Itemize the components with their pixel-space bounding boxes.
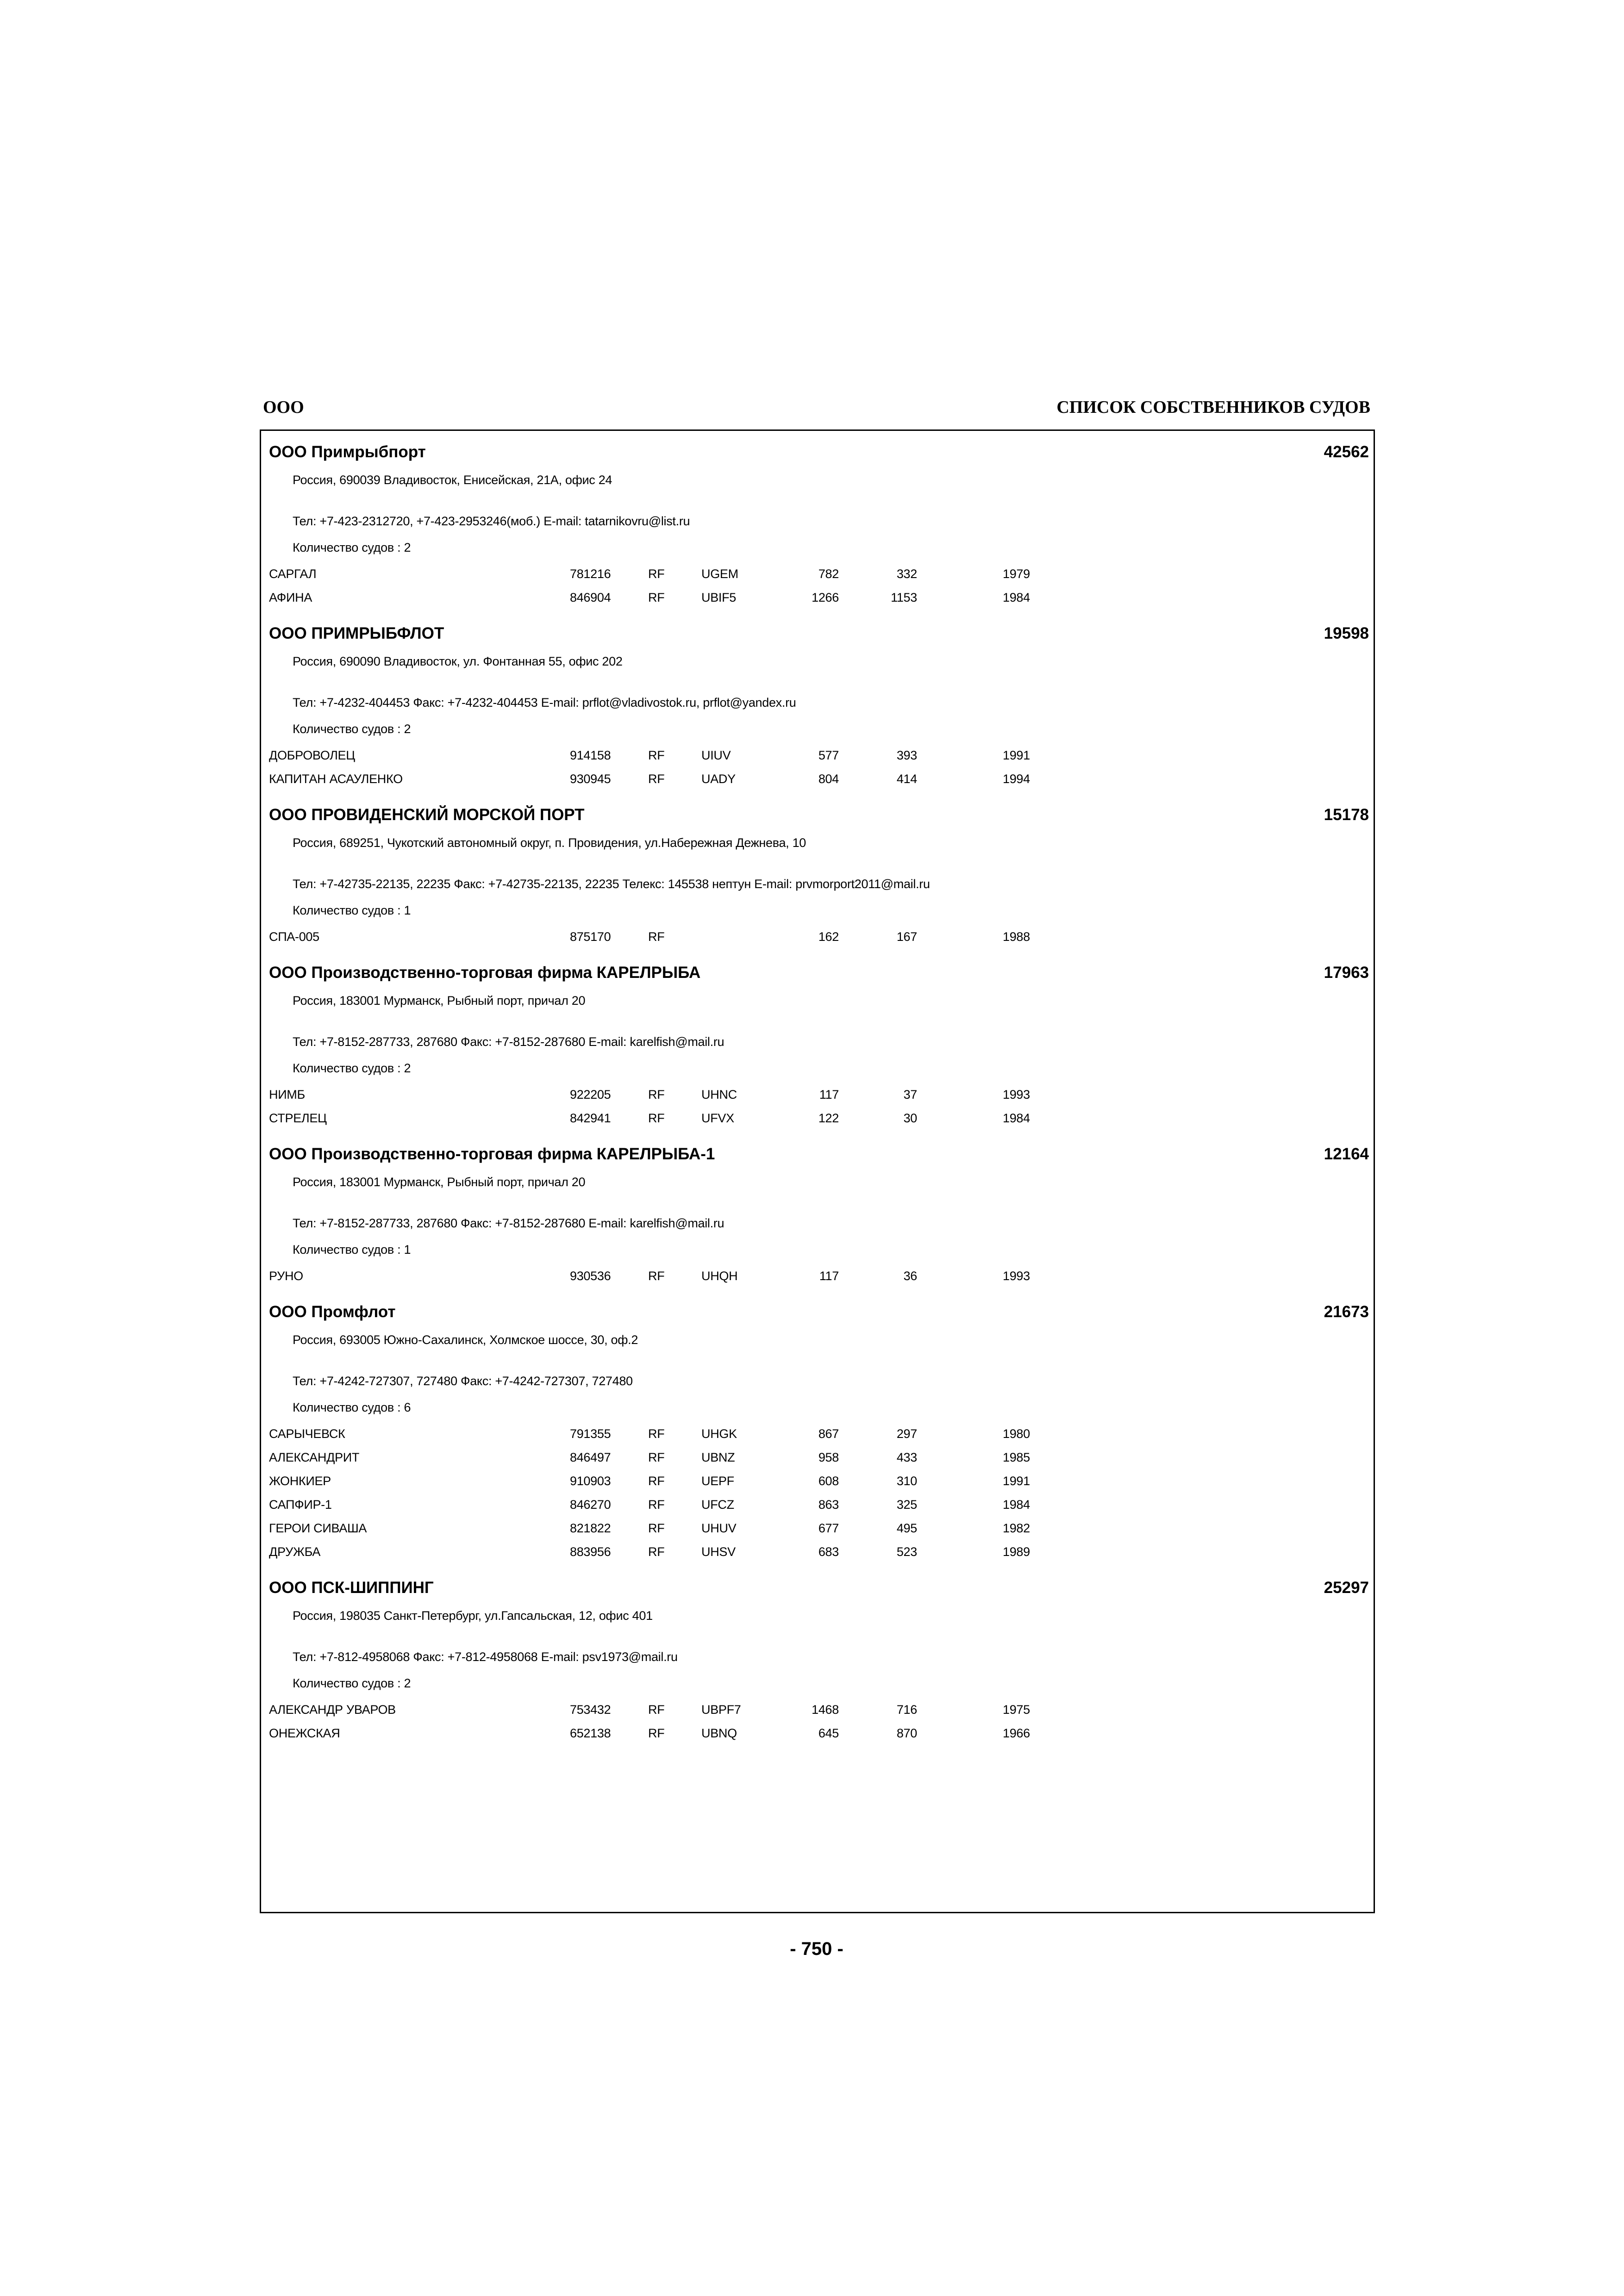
owner-entry [269, 961, 1369, 1130]
owner-entry [269, 1576, 1369, 1745]
vessel-name: ДРУЖБА [269, 1545, 321, 1559]
vessel-name: АЛЕКСАНДРИТ [269, 1450, 360, 1464]
vessel-flag: RF [648, 1498, 665, 1512]
vessel-value-2: 297 [896, 1427, 917, 1441]
vessel-value-1: 958 [818, 1450, 839, 1464]
vessel-row [269, 1083, 1369, 1107]
vessel-number: 846270 [570, 1498, 611, 1512]
owner-contacts: Тел: +7-4232-404453 Факс: +7-4232-404453 E-mail: prflot@vladivostok.ru, prflot@yandex.ru [293, 696, 796, 709]
vessel-name: НИМБ [269, 1088, 305, 1101]
vessel-callsign: UBNZ [701, 1450, 735, 1464]
vessel-number: 875170 [570, 930, 611, 944]
vessel-value-2: 414 [896, 772, 917, 786]
owner-name: ООО ПРОВИДЕНСКИЙ МОРСКОЙ ПОРТ [269, 806, 585, 824]
vessel-callsign: UIUV [701, 748, 731, 762]
vessel-flag: RF [648, 1111, 665, 1125]
vessel-value-1: 683 [818, 1545, 839, 1559]
vessel-value-2: 30 [903, 1111, 917, 1125]
vessel-value-1: 863 [818, 1498, 839, 1512]
vessel-flag: RF [648, 1450, 665, 1464]
vessel-flag: RF [648, 1269, 665, 1283]
vessel-name: КАПИТАН АСАУЛЕНКО [269, 772, 403, 786]
vessel-value-2: 393 [896, 748, 917, 762]
vessel-year: 1979 [1003, 567, 1030, 581]
vessel-name: ОНЕЖСКАЯ [269, 1726, 340, 1740]
vessel-list [269, 1083, 1369, 1130]
vessel-row [269, 1698, 1369, 1722]
vessel-flag: RF [648, 772, 665, 786]
vessel-callsign: UEPF [701, 1474, 734, 1488]
owner-name: ООО Примрыбпорт [269, 443, 426, 461]
vessel-value-2: 716 [896, 1703, 917, 1717]
vessel-value-2: 310 [896, 1474, 917, 1488]
vessel-list [269, 1698, 1369, 1745]
vessel-row [269, 744, 1369, 767]
vessel-year: 1993 [1003, 1088, 1030, 1101]
vessel-row [269, 1422, 1369, 1446]
vessel-number: 910903 [570, 1474, 611, 1488]
vessel-value-1: 677 [818, 1521, 839, 1535]
vessel-callsign: UGEM [701, 567, 738, 581]
vessel-list [269, 744, 1369, 791]
vessel-number: 914158 [570, 748, 611, 762]
vessel-callsign: UHGK [701, 1427, 737, 1441]
vessel-value-2: 1153 [891, 591, 917, 604]
owner-code: 17963 [1324, 964, 1369, 982]
vessel-flag: RF [648, 567, 665, 581]
owner-entry [269, 1300, 1369, 1564]
vessel-name: САРЫЧЕВСК [269, 1427, 345, 1441]
vessel-callsign: UBPF7 [701, 1703, 741, 1717]
vessel-flag: RF [648, 1726, 665, 1740]
vessel-row [269, 1517, 1369, 1540]
owner-name: ООО Промфлот [269, 1303, 396, 1321]
vessel-count: Количество судов : 6 [293, 1400, 411, 1414]
owners-list-frame [260, 429, 1375, 1913]
owner-address: Россия, 689251, Чукотский автономный округ, п. Провидения, ул.Набережная Дежнева, 10 [293, 836, 806, 850]
vessel-list [269, 1422, 1369, 1564]
vessel-list [269, 925, 1369, 949]
vessel-row [269, 925, 1369, 949]
vessel-value-1: 162 [818, 930, 839, 944]
vessel-callsign: UBIF5 [701, 591, 737, 604]
owner-code: 19598 [1324, 624, 1369, 642]
vessel-year: 1980 [1003, 1427, 1030, 1441]
vessel-row [269, 1493, 1369, 1517]
vessel-callsign: UFCZ [701, 1498, 734, 1512]
vessel-value-2: 37 [903, 1088, 917, 1101]
vessel-value-2: 36 [903, 1269, 917, 1283]
vessel-value-1: 608 [818, 1474, 839, 1488]
vessel-row [269, 767, 1369, 791]
vessel-value-2: 523 [896, 1545, 917, 1559]
vessel-year: 1991 [1003, 748, 1030, 762]
vessel-value-2: 870 [896, 1726, 917, 1740]
vessel-callsign: UHUV [701, 1521, 737, 1535]
vessel-year: 1966 [1003, 1726, 1030, 1740]
vessel-year: 1984 [1003, 1111, 1030, 1125]
owner-name: ООО Производственно-торговая фирма КАРЕЛРЫБА-1 [269, 1145, 715, 1163]
vessel-flag: RF [648, 1545, 665, 1559]
running-header-left: ООО [263, 398, 304, 417]
vessel-value-1: 804 [818, 772, 839, 786]
owner-address: Россия, 183001 Мурманск, Рыбный порт, причал 20 [293, 994, 586, 1008]
vessel-row [269, 1264, 1369, 1288]
vessel-flag: RF [648, 1521, 665, 1535]
owner-name: ООО ПСК-ШИППИНГ [269, 1579, 434, 1597]
owner-title-line [269, 440, 1369, 464]
vessel-callsign: UHQH [701, 1269, 738, 1283]
owner-entry [269, 803, 1369, 949]
vessel-year: 1984 [1003, 591, 1030, 604]
vessel-flag: RF [648, 1474, 665, 1488]
owner-address: Россия, 693005 Южно-Сахалинск, Холмское шоссе, 30, оф.2 [293, 1333, 638, 1347]
vessel-value-1: 645 [818, 1726, 839, 1740]
vessel-row [269, 1446, 1369, 1469]
vessel-year: 1993 [1003, 1269, 1030, 1283]
owner-address: Россия, 183001 Мурманск, Рыбный порт, причал 20 [293, 1175, 586, 1189]
owner-title-line [269, 1576, 1369, 1599]
owner-title-line [269, 961, 1369, 984]
vessel-callsign: UFVX [701, 1111, 734, 1125]
vessel-value-2: 332 [896, 567, 917, 581]
vessel-value-1: 117 [819, 1269, 839, 1283]
vessel-number: 652138 [570, 1726, 611, 1740]
vessel-year: 1991 [1003, 1474, 1030, 1488]
vessel-callsign: UADY [701, 772, 736, 786]
vessel-value-1: 867 [818, 1427, 839, 1441]
owner-entry [269, 622, 1369, 791]
page-number: - 750 - [790, 1939, 843, 1959]
vessel-name: СТРЕЛЕЦ [269, 1111, 327, 1125]
vessel-number: 846497 [570, 1450, 611, 1464]
vessel-value-1: 1468 [812, 1703, 839, 1717]
vessel-count: Количество судов : 2 [293, 1061, 411, 1075]
vessel-year: 1988 [1003, 930, 1030, 944]
vessel-row [269, 562, 1369, 586]
vessel-value-1: 577 [818, 748, 839, 762]
owner-code: 42562 [1324, 443, 1369, 461]
vessel-name: СПА-005 [269, 930, 319, 944]
vessel-value-1: 782 [818, 567, 839, 581]
vessel-row [269, 1540, 1369, 1564]
vessel-flag: RF [648, 748, 665, 762]
owner-entry [269, 1142, 1369, 1288]
vessel-number: 753432 [570, 1703, 611, 1717]
vessel-flag: RF [648, 1703, 665, 1717]
vessel-value-2: 167 [896, 930, 917, 944]
owner-name: ООО ПРИМРЫБФЛОТ [269, 624, 444, 642]
owner-code: 21673 [1324, 1303, 1369, 1321]
vessel-count: Количество судов : 1 [293, 903, 411, 917]
vessel-year: 1975 [1003, 1703, 1030, 1717]
vessel-year: 1984 [1003, 1498, 1030, 1512]
vessel-count: Количество судов : 2 [293, 722, 411, 736]
vessel-name: РУНО [269, 1269, 303, 1283]
vessel-year: 1989 [1003, 1545, 1030, 1559]
owner-address: Россия, 690090 Владивосток, ул. Фонтанная 55, офис 202 [293, 654, 623, 668]
vessel-value-2: 325 [896, 1498, 917, 1512]
vessel-year: 1994 [1003, 772, 1030, 786]
owner-name: ООО Производственно-торговая фирма КАРЕЛРЫБА [269, 964, 701, 982]
vessel-row [269, 586, 1369, 610]
vessel-year: 1985 [1003, 1450, 1030, 1464]
vessel-list [269, 1264, 1369, 1288]
vessel-name: АФИНА [269, 591, 312, 604]
owner-contacts: Тел: +7-4242-727307, 727480 Факс: +7-4242-727307, 727480 [293, 1374, 633, 1388]
vessel-name: ГЕРОИ СИВАША [269, 1521, 367, 1535]
vessel-number: 821822 [570, 1521, 611, 1535]
owner-entry [269, 440, 1369, 610]
vessel-number: 781216 [570, 567, 611, 581]
vessel-flag: RF [648, 1427, 665, 1441]
owner-address: Россия, 198035 Санкт-Петербург, ул.Гапсальская, 12, офис 401 [293, 1609, 653, 1623]
vessel-name: ДОБРОВОЛЕЦ [269, 748, 355, 762]
owner-contacts: Тел: +7-812-4958068 Факс: +7-812-4958068 E-mail: psv1973@mail.ru [293, 1650, 678, 1664]
vessel-callsign: UBNQ [701, 1726, 737, 1740]
owner-contacts: Тел: +7-8152-287733, 287680 Факс: +7-8152-287680 E-mail: karelfish@mail.ru [293, 1035, 725, 1049]
owner-title-line [269, 1300, 1369, 1324]
owner-code: 25297 [1324, 1579, 1369, 1597]
vessel-list [269, 562, 1369, 610]
owner-code: 12164 [1324, 1145, 1369, 1163]
owner-title-line [269, 803, 1369, 827]
owner-contacts: Тел: +7-42735-22135, 22235 Факс: +7-42735-22135, 22235 Телекс: 145538 нептун E-mail: prvmorport2011@mail.ru [293, 877, 930, 891]
vessel-number: 791355 [570, 1427, 611, 1441]
owner-contacts: Тел: +7-8152-287733, 287680 Факс: +7-8152-287680 E-mail: karelfish@mail.ru [293, 1216, 725, 1230]
vessel-name: САПФИР-1 [269, 1498, 332, 1512]
vessel-row [269, 1722, 1369, 1745]
vessel-callsign: UHSV [701, 1545, 736, 1559]
owner-contacts: Тел: +7-423-2312720, +7-423-2953246(моб.) E-mail: tatarnikovru@list.ru [293, 514, 690, 528]
vessel-number: 930945 [570, 772, 611, 786]
vessel-row [269, 1469, 1369, 1493]
vessel-value-2: 495 [896, 1521, 917, 1535]
vessel-row [269, 1107, 1369, 1130]
vessel-number: 846904 [570, 591, 611, 604]
vessel-number: 922205 [570, 1088, 611, 1101]
vessel-value-2: 433 [896, 1450, 917, 1464]
vessel-value-1: 122 [818, 1111, 839, 1125]
vessel-callsign: UHNC [701, 1088, 737, 1101]
vessel-flag: RF [648, 591, 665, 604]
owner-code: 15178 [1324, 806, 1369, 824]
vessel-value-1: 1266 [812, 591, 839, 604]
vessel-count: Количество судов : 1 [293, 1243, 411, 1257]
vessel-year: 1982 [1003, 1521, 1030, 1535]
vessel-number: 930536 [570, 1269, 611, 1283]
vessel-name: САРГАЛ [269, 567, 317, 581]
running-header-title: СПИСОК СОБСТВЕННИКОВ СУДОВ [1056, 398, 1370, 417]
vessel-number: 842941 [570, 1111, 611, 1125]
vessel-name: ЖОНКИЕР [269, 1474, 331, 1488]
owner-title-line [269, 622, 1369, 645]
vessel-flag: RF [648, 930, 665, 944]
owner-title-line [269, 1142, 1369, 1166]
owner-address: Россия, 690039 Владивосток, Енисейская, 21А, офис 24 [293, 473, 612, 487]
vessel-count: Количество судов : 2 [293, 541, 411, 554]
vessel-flag: RF [648, 1088, 665, 1101]
vessel-count: Количество судов : 2 [293, 1676, 411, 1690]
vessel-value-1: 117 [819, 1088, 839, 1101]
vessel-number: 883956 [570, 1545, 611, 1559]
vessel-name: АЛЕКСАНДР УВАРОВ [269, 1703, 396, 1717]
